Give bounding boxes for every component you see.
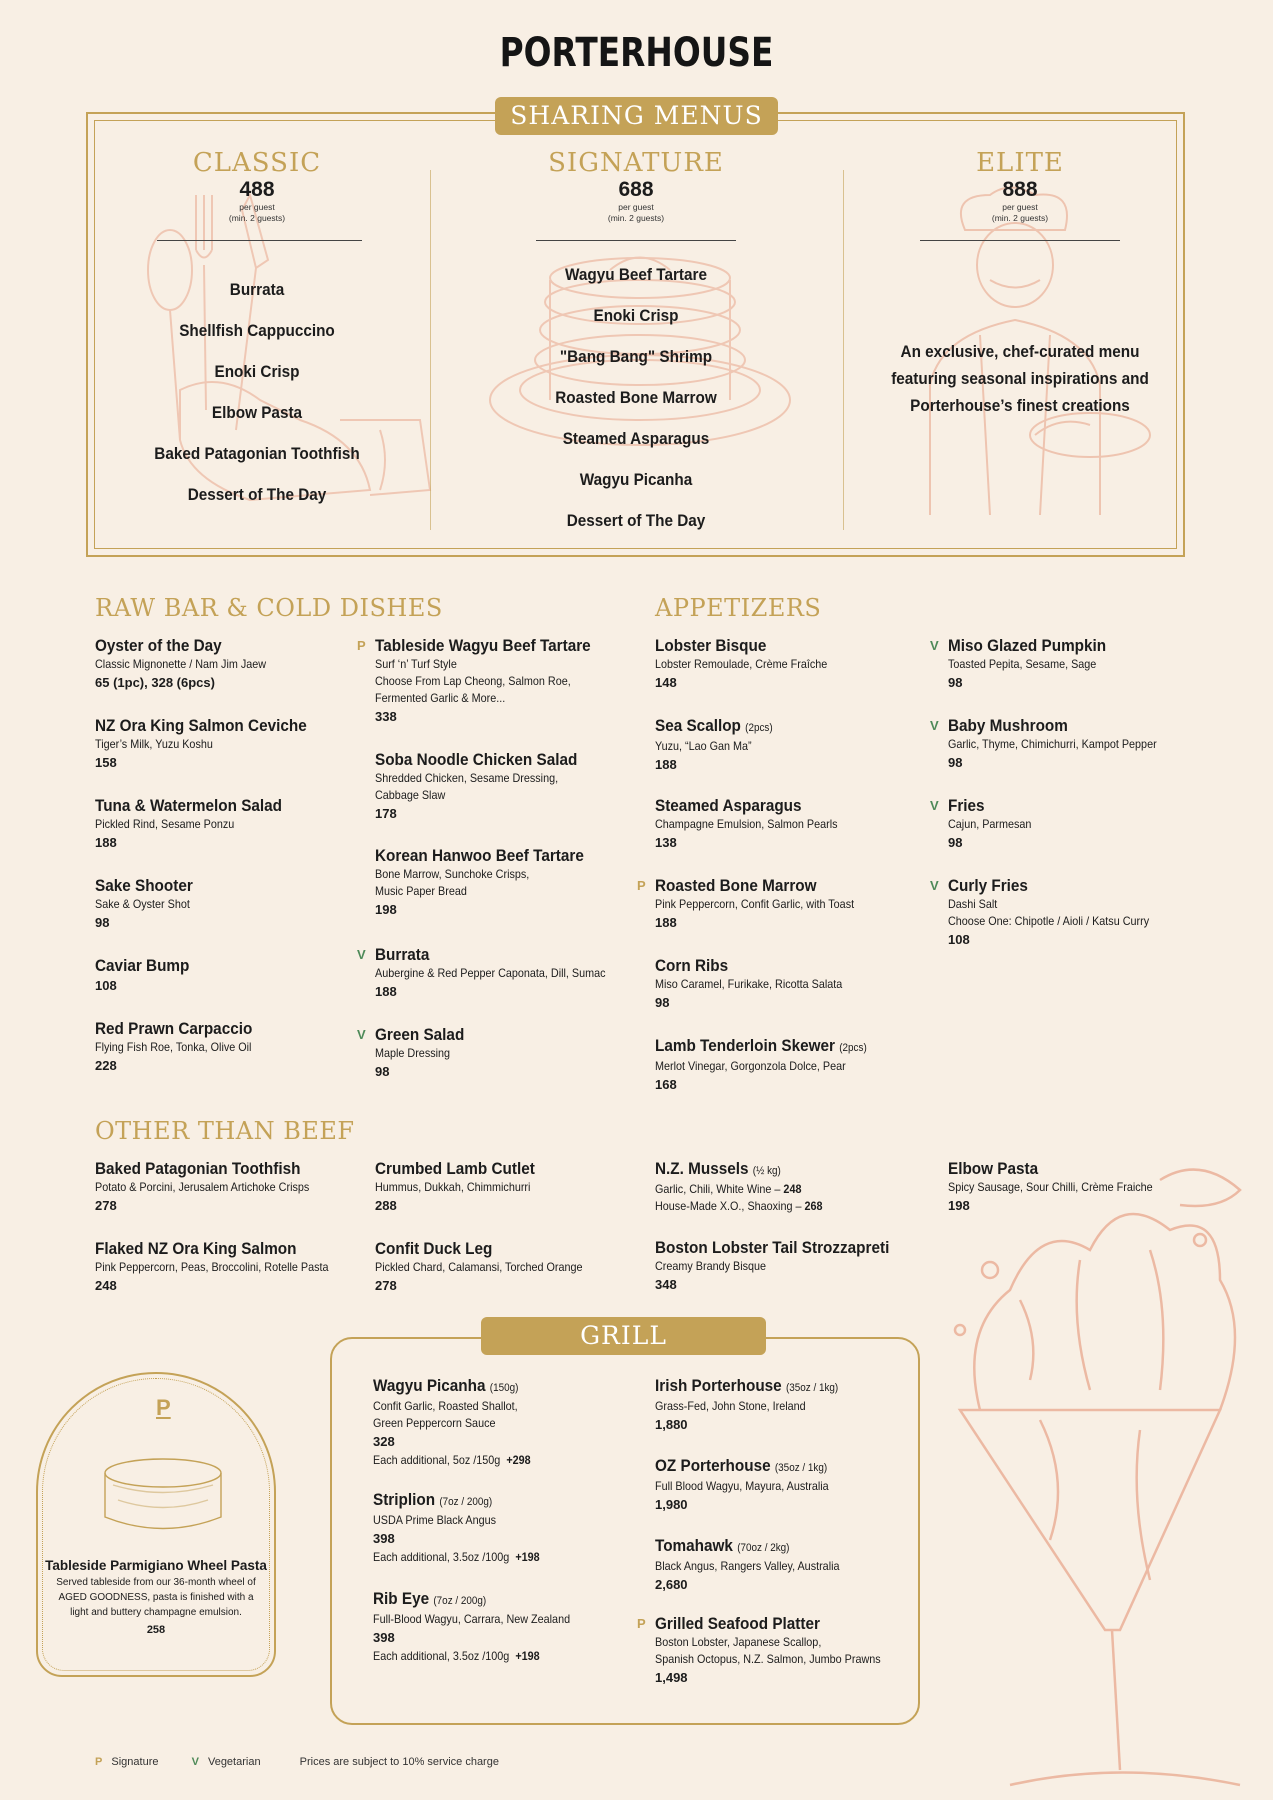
dish-qty: (150g) xyxy=(489,1382,519,1394)
dish-desc: Classic Mignonette / Nam Jim Jaew xyxy=(95,657,267,671)
dish-name: Oyster of the Day xyxy=(95,636,222,655)
menu-item: Shellfish Cappuccino xyxy=(179,321,335,340)
dish-name xyxy=(373,1490,625,1512)
dish-name: Curly Fries xyxy=(948,876,1028,895)
dish-desc: Fermented Garlic & More... xyxy=(375,691,506,705)
menu-item: Baked Patagonian Toothfish xyxy=(154,444,360,463)
dish-name-text: N.Z. Mussels xyxy=(655,1159,749,1178)
dish-desc: Creamy Brandy Bisque xyxy=(655,1259,767,1273)
dish-price: 98 xyxy=(655,995,670,1010)
dish-price: 108 xyxy=(95,978,117,993)
menu-item: Dessert of The Day xyxy=(566,511,706,530)
dish-qty: (35oz / 1kg) xyxy=(785,1382,839,1394)
menu-item: Wagyu Picanha xyxy=(579,470,693,489)
dish xyxy=(373,1490,653,1566)
dish-desc: Cabbage Slaw xyxy=(375,788,446,802)
dish-price: 278 xyxy=(375,1278,397,1293)
parmigiano-text xyxy=(42,1557,270,1640)
appetizers-title: APPETIZERS xyxy=(655,594,822,622)
dish-desc-text: Garlic, Chili, White Wine – xyxy=(655,1182,784,1196)
menu-item: Dessert of The Day xyxy=(187,485,327,504)
dish-price: 98 xyxy=(948,755,963,770)
dish xyxy=(655,1159,935,1215)
sharing-menus-title: SHARING MENUS xyxy=(495,97,778,135)
dish-name-text: Lamb Tenderloin Skewer xyxy=(655,1036,835,1055)
dish-extra-price: +298 xyxy=(506,1453,531,1467)
dish-price: 188 xyxy=(375,984,397,999)
dish-name: NZ Ora King Salmon Ceviche xyxy=(95,716,307,735)
dish-name: Boston Lobster Tail Strozzapreti xyxy=(655,1238,890,1257)
dish-name xyxy=(655,1456,907,1478)
dish-desc: Green Peppercorn Sauce xyxy=(373,1416,496,1430)
signature-price: 688 xyxy=(618,178,654,201)
dish-desc: Toasted Pepita, Sesame, Sage xyxy=(948,657,1097,671)
vegetarian-mark-icon: V xyxy=(357,1027,366,1042)
dish-name: Confit Duck Leg xyxy=(375,1239,493,1258)
dish xyxy=(95,876,375,933)
dish-desc xyxy=(655,1181,907,1198)
cocktail-illustration xyxy=(920,1160,1260,1800)
dish xyxy=(655,956,935,1013)
signature-mark-icon: P xyxy=(637,1616,646,1631)
vegetarian-mark-icon: V xyxy=(357,947,366,962)
dish-desc xyxy=(655,1198,907,1215)
dish-name xyxy=(373,1376,625,1398)
dish-desc: Hummus, Dukkah, Chimmichurri xyxy=(375,1180,531,1194)
dish-qty: (70oz / 2kg) xyxy=(737,1542,790,1554)
dish-desc: Lobster Remoulade, Crème Fraîche xyxy=(655,657,828,671)
dish-name-text: Irish Porterhouse xyxy=(655,1376,782,1395)
dish-desc: Merlot Vinegar, Gorgonzola Dolce, Pear xyxy=(655,1059,846,1073)
dish-extra-price: +198 xyxy=(515,1649,540,1663)
menu-item: Elbow Pasta xyxy=(211,403,303,422)
other-than-beef-title: OTHER THAN BEEF xyxy=(95,1117,355,1145)
menu-item: Roasted Bone Marrow xyxy=(555,388,717,407)
elite-menu xyxy=(920,148,1120,224)
vegetarian-mark-icon: V xyxy=(930,718,939,733)
dish-name: Sake Shooter xyxy=(95,876,193,895)
dish xyxy=(95,956,375,996)
dish-price: 2,680 xyxy=(655,1577,688,1592)
menu-item: Enoki Crisp xyxy=(593,306,679,325)
dish xyxy=(655,1036,935,1095)
dish-price: 288 xyxy=(375,1198,397,1213)
dish-desc: Pickled Rind, Sesame Ponzu xyxy=(95,817,235,831)
dish-name-text: Sea Scallop xyxy=(655,716,741,735)
legend xyxy=(95,1756,499,1768)
dish-desc: Black Angus, Rangers Valley, Australia xyxy=(655,1559,840,1573)
classic-items xyxy=(107,280,407,526)
dish-extra-price: +198 xyxy=(515,1550,540,1564)
dish-name: Miso Glazed Pumpkin xyxy=(948,636,1107,655)
dish-price: 268 xyxy=(804,1199,823,1213)
dish-qty: (2pcs) xyxy=(839,1042,867,1054)
dish-price: 248 xyxy=(783,1182,802,1196)
dish xyxy=(375,1239,655,1296)
vegetarian-legend-label: Vegetarian xyxy=(207,1756,261,1768)
dish-price: 148 xyxy=(655,675,677,690)
dish-qty: (½ kg) xyxy=(752,1165,781,1177)
dish-name: Caviar Bump xyxy=(95,956,190,975)
dish-extra xyxy=(373,1549,625,1566)
dish-extra-text: Each additional, 3.5oz /100g xyxy=(373,1649,510,1663)
dish-price: 158 xyxy=(95,755,117,770)
dish xyxy=(95,636,375,693)
dish-name: Steamed Asparagus xyxy=(655,796,802,815)
dish-desc: Potato & Porcini, Jerusalem Artichoke Crisps xyxy=(95,1180,310,1194)
elite-description xyxy=(870,342,1170,423)
classic-price: 488 xyxy=(239,178,275,201)
dish xyxy=(373,1376,653,1469)
dish-price: 98 xyxy=(375,1064,390,1079)
dish-name-text: Tomahawk xyxy=(655,1536,733,1555)
signature-mark-icon: P xyxy=(637,878,646,893)
dish-desc: Full Blood Wagyu, Mayura, Australia xyxy=(655,1479,829,1493)
signature-title: SIGNATURE xyxy=(548,148,724,178)
dish-name: Soba Noodle Chicken Salad xyxy=(375,750,578,769)
dish-name: Tuna & Watermelon Salad xyxy=(95,796,283,815)
dish-extra-text: Each additional, 5oz /150g xyxy=(373,1453,501,1467)
dish-price: 228 xyxy=(95,1058,117,1073)
elite-note-min: (min. 2 guests) xyxy=(991,213,1049,223)
column-divider xyxy=(430,170,431,530)
dish xyxy=(655,1536,935,1595)
dish xyxy=(375,846,655,920)
vegetarian-mark-icon: V xyxy=(930,638,939,653)
menu-item: Wagyu Beef Tartare xyxy=(564,265,707,284)
brand-logo: PORTERHOUSE xyxy=(499,30,774,76)
dish-price: 138 xyxy=(655,835,677,850)
dish-desc: Spicy Sausage, Sour Chilli, Crème Fraiche xyxy=(948,1180,1153,1194)
dish xyxy=(357,1025,655,1082)
dish xyxy=(655,1376,935,1435)
raw-bar-title: RAW BAR & COLD DISHES xyxy=(95,594,443,622)
dish-qty: (7oz / 200g) xyxy=(439,1496,493,1508)
dish xyxy=(655,716,935,775)
dish-desc: Bone Marrow, Sunchoke Crisps, xyxy=(375,867,530,881)
dish xyxy=(373,1589,653,1665)
dish-name xyxy=(655,1376,907,1398)
signature-note: per guest xyxy=(618,202,654,212)
dish xyxy=(357,636,655,727)
dish-price: 398 xyxy=(373,1630,395,1645)
classic-note: per guest xyxy=(239,202,275,212)
classic-title: CLASSIC xyxy=(192,148,322,178)
dish-desc: USDA Prime Black Angus xyxy=(373,1513,497,1527)
elite-title: ELITE xyxy=(976,148,1064,178)
dish xyxy=(95,796,375,853)
dish-desc: Garlic, Thyme, Chimichurri, Kampot Pepper xyxy=(948,737,1157,751)
dish-price: 188 xyxy=(95,835,117,850)
dish-name xyxy=(655,1036,907,1058)
dish-desc: Flying Fish Roe, Tonka, Olive Oil xyxy=(95,1040,252,1054)
dish-desc: Yuzu, “Lao Gan Ma” xyxy=(655,739,752,753)
dish-name: Elbow Pasta xyxy=(948,1159,1039,1178)
dish-extra xyxy=(373,1452,625,1469)
dish xyxy=(930,636,1228,693)
dish-price: 188 xyxy=(655,757,677,772)
dish xyxy=(375,750,655,824)
vegetarian-mark-icon: V xyxy=(930,798,939,813)
dish-price: 188 xyxy=(655,915,677,930)
dish-name-text: Rib Eye xyxy=(373,1589,430,1608)
dish-name: Green Salad xyxy=(375,1025,465,1044)
elite-desc-line: An exclusive, chef-curated menu xyxy=(900,342,1140,361)
elite-note: per guest xyxy=(1002,202,1038,212)
dish xyxy=(375,1159,655,1216)
parmigiano-price: 258 xyxy=(146,1624,166,1636)
elite-desc-line: Porterhouse’s finest creations xyxy=(910,396,1130,415)
dish xyxy=(655,636,935,693)
dish-price: 168 xyxy=(655,1077,677,1092)
dish-price: 108 xyxy=(948,932,970,947)
dish-desc-text: House-Made X.O., Shaoxing – xyxy=(655,1199,805,1213)
dish-price: 1,498 xyxy=(655,1670,688,1685)
dish-desc: Pink Peppercorn, Peas, Broccolini, Rotelle Pasta xyxy=(95,1260,329,1274)
dish-price: 198 xyxy=(948,1198,970,1213)
menu-item: Enoki Crisp xyxy=(214,362,300,381)
signature-mark-icon: P xyxy=(357,638,366,653)
vegetarian-mark-icon: V xyxy=(191,1756,199,1768)
signature-legend-label: Signature xyxy=(111,1756,159,1768)
dish-name: Crumbed Lamb Cutlet xyxy=(375,1159,535,1178)
dish-desc: Boston Lobster, Japanese Scallop, xyxy=(655,1635,822,1649)
dish xyxy=(95,1239,375,1296)
dish-price: 65 (1pc), 328 (6pcs) xyxy=(95,675,215,690)
signature-mark-icon: P xyxy=(95,1756,103,1768)
dish-name: Baby Mushroom xyxy=(948,716,1068,735)
dish xyxy=(95,1019,375,1076)
dish-name: Lobster Bisque xyxy=(655,636,767,655)
menu-item: "Bang Bang" Shrimp xyxy=(559,347,713,366)
dish-name xyxy=(373,1589,625,1611)
dish-price: 1,980 xyxy=(655,1497,688,1512)
signature-divider xyxy=(536,240,736,241)
classic-divider xyxy=(157,240,362,241)
cheese-wheel-icon xyxy=(98,1455,228,1540)
dish-desc: Miso Caramel, Furikake, Ricotta Salata xyxy=(655,977,843,991)
dish-desc: Confit Garlic, Roasted Shallot, xyxy=(373,1399,518,1413)
dish-price: 178 xyxy=(375,806,397,821)
dish xyxy=(655,1238,935,1295)
elite-divider xyxy=(920,240,1120,241)
dish-qty: (2pcs) xyxy=(745,722,773,734)
dish-name: Fries xyxy=(948,796,985,815)
dish-qty: (7oz / 200g) xyxy=(433,1595,487,1607)
vegetarian-mark-icon: V xyxy=(930,878,939,893)
menu-item: Steamed Asparagus xyxy=(562,429,710,448)
dish-price: 328 xyxy=(373,1434,395,1449)
dish-price: 98 xyxy=(948,835,963,850)
menu-item: Burrata xyxy=(229,280,285,299)
dish-name-text: Wagyu Picanha xyxy=(373,1376,486,1395)
dish-desc: Choose From Lap Cheong, Salmon Roe, xyxy=(375,674,571,688)
elite-price: 888 xyxy=(1002,178,1038,201)
dish-desc: Pickled Chard, Calamansi, Torched Orange xyxy=(375,1260,583,1274)
dish-name: Tableside Wagyu Beef Tartare xyxy=(375,636,591,655)
dish-name xyxy=(655,1159,907,1181)
dish-desc: Tiger’s Milk, Yuzu Koshu xyxy=(95,737,213,751)
dish-name xyxy=(655,716,907,738)
dish-price: 398 xyxy=(373,1531,395,1546)
dish-name: Corn Ribs xyxy=(655,956,729,975)
dish xyxy=(930,876,1228,950)
dish-name: Grilled Seafood Platter xyxy=(655,1614,820,1633)
signature-items xyxy=(486,265,786,552)
dish-name: Flaked NZ Ora King Salmon xyxy=(95,1239,297,1258)
elite-desc-line: featuring seasonal inspirations and xyxy=(891,369,1149,388)
dish-price: 98 xyxy=(948,675,963,690)
dish-desc: Shredded Chicken, Sesame Dressing, xyxy=(375,771,559,785)
dish xyxy=(930,716,1228,773)
dish xyxy=(95,716,375,773)
dish-qty: (35oz / 1kg) xyxy=(774,1462,828,1474)
dish-desc: Spanish Octopus, N.Z. Salmon, Jumbo Prawns xyxy=(655,1652,881,1666)
dish-price: 1,880 xyxy=(655,1417,688,1432)
dish-extra xyxy=(373,1648,625,1665)
dish-desc: Champagne Emulsion, Salmon Pearls xyxy=(655,817,838,831)
parmigiano-desc: AGED GOODNESS, pasta is finished with a xyxy=(58,1592,254,1603)
column-divider xyxy=(843,170,844,530)
dish-name-text: Striplion xyxy=(373,1490,436,1509)
dish xyxy=(95,1159,375,1216)
parmigiano-name: Tableside Parmigiano Wheel Pasta xyxy=(45,1558,267,1573)
dish xyxy=(637,876,935,933)
dish xyxy=(948,1159,1228,1216)
signature-note-min: (min. 2 guests) xyxy=(607,213,665,223)
signature-menu xyxy=(536,148,736,224)
dish-desc: Music Paper Bread xyxy=(375,884,467,898)
dish-price: 278 xyxy=(95,1198,117,1213)
classic-note-min: (min. 2 guests) xyxy=(228,213,286,223)
service-charge-note: Prices are subject to 10% service charge xyxy=(299,1756,499,1768)
grill-title: GRILL xyxy=(481,1317,766,1355)
dish xyxy=(655,1456,935,1515)
dish-desc: Choose One: Chipotle / Aioli / Katsu Curry xyxy=(948,914,1150,928)
dish-desc: Maple Dressing xyxy=(375,1046,451,1060)
dish-desc: Cajun, Parmesan xyxy=(948,817,1032,831)
dish-price: 338 xyxy=(375,709,397,724)
dish-name: Baked Patagonian Toothfish xyxy=(95,1159,301,1178)
dish-price: 198 xyxy=(375,902,397,917)
dish xyxy=(930,796,1228,853)
dish-desc: Sake & Oyster Shot xyxy=(95,897,190,911)
dish-price: 348 xyxy=(655,1277,677,1292)
dish xyxy=(637,1614,935,1688)
signature-mark-icon: P xyxy=(156,1395,171,1420)
parmigiano-desc: light and buttery champagne emulsion. xyxy=(70,1607,242,1618)
dish-extra-text: Each additional, 3.5oz /100g xyxy=(373,1550,510,1564)
dish-desc: Grass-Fed, John Stone, Ireland xyxy=(655,1399,806,1413)
dish-name: Burrata xyxy=(375,945,430,964)
dish-name-text: OZ Porterhouse xyxy=(655,1456,771,1475)
dish-name: Korean Hanwoo Beef Tartare xyxy=(375,846,584,865)
dish-name: Roasted Bone Marrow xyxy=(655,876,817,895)
dish-desc: Dashi Salt xyxy=(948,897,998,911)
dish-desc: Pink Peppercorn, Confit Garlic, with Toast xyxy=(655,897,855,911)
dish xyxy=(357,945,655,1002)
dish-desc: Full-Blood Wagyu, Carrara, New Zealand xyxy=(373,1612,571,1626)
dish xyxy=(655,796,935,853)
parmigiano-desc: Served tableside from our 36-month wheel of xyxy=(56,1577,256,1588)
dish-desc: Surf ‘n’ Turf Style xyxy=(375,657,457,671)
dish-desc: Aubergine & Red Pepper Caponata, Dill, Sumac xyxy=(375,966,606,980)
dish-price: 98 xyxy=(95,915,110,930)
classic-menu xyxy=(157,148,357,224)
dish-price: 248 xyxy=(95,1278,117,1293)
dish-name xyxy=(655,1536,907,1558)
dish-name: Red Prawn Carpaccio xyxy=(95,1019,253,1038)
